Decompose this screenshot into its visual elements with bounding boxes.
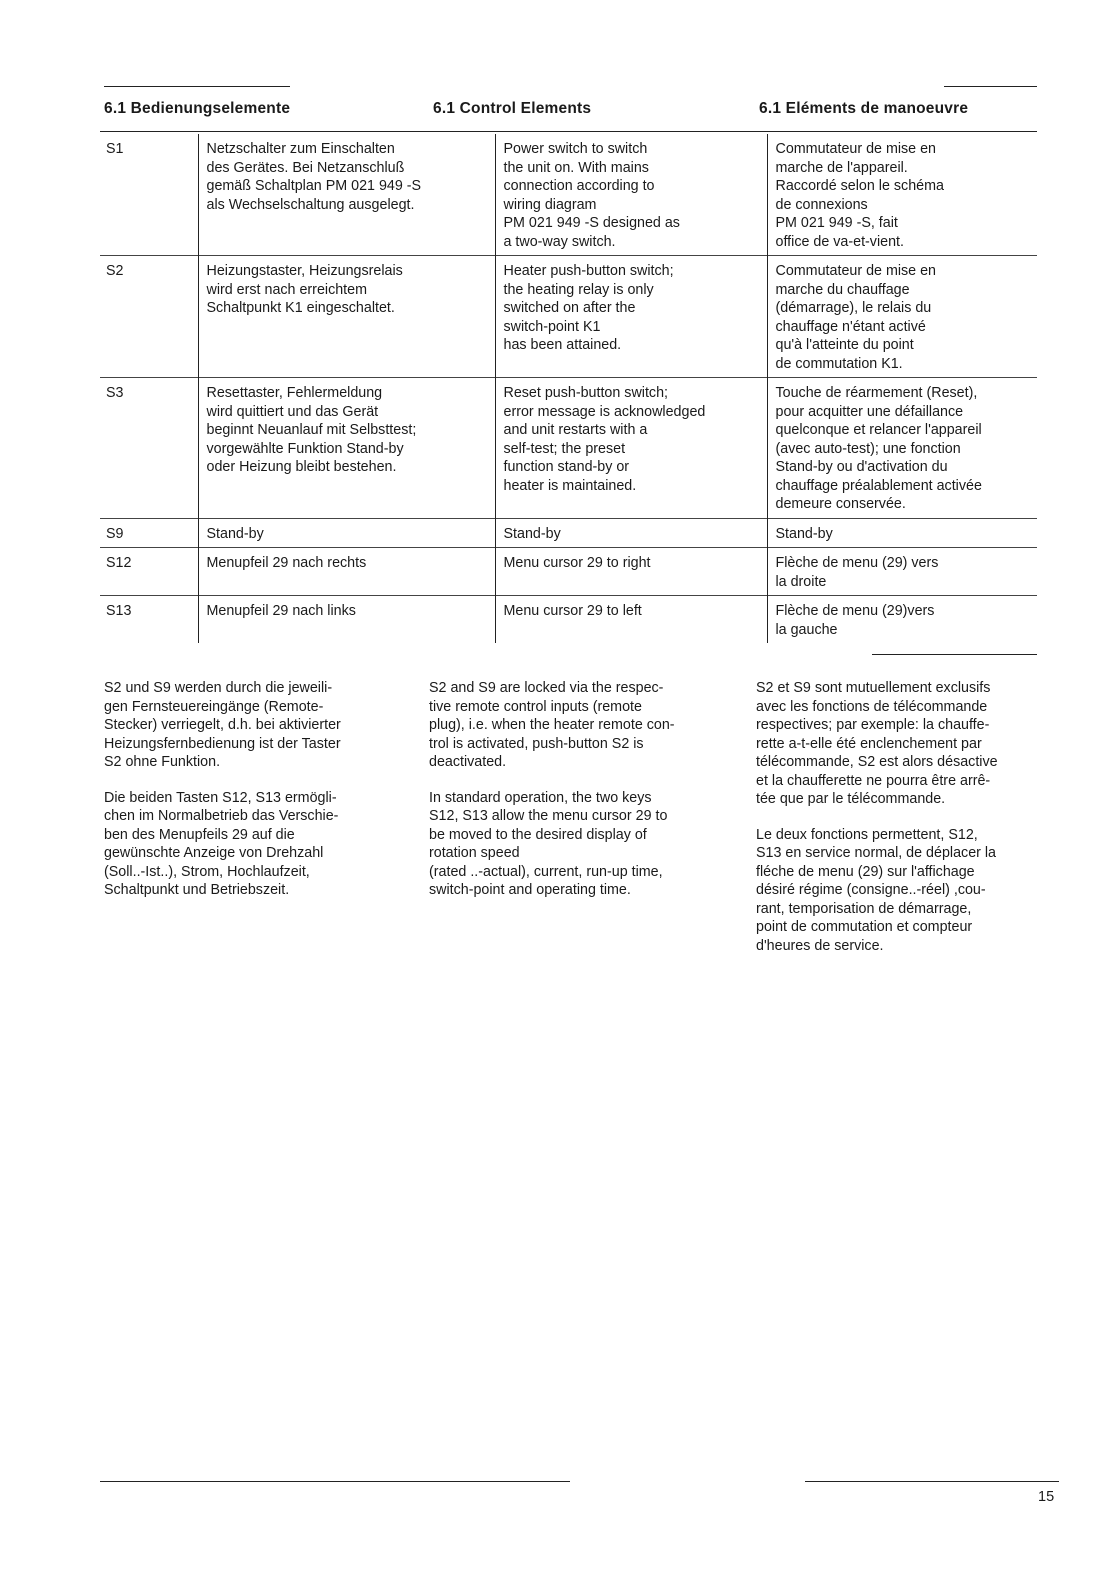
- description-line: switch-point K1: [503, 318, 601, 335]
- note-line: ben des Menupfeils 29 auf die: [104, 826, 295, 843]
- note-paragraph: [756, 826, 1056, 956]
- note-line: (rated ..-actual), current, run-up time,: [429, 863, 663, 880]
- note-line: et la chaufferette ne pourra être arrê-: [756, 772, 991, 789]
- heading-rule: [100, 131, 1037, 132]
- description-en: [495, 596, 767, 644]
- note-line: S2 and S9 are locked via the respec-: [429, 680, 664, 696]
- description-de: [198, 596, 495, 644]
- note-paragraph: [104, 679, 414, 772]
- description-en: [495, 518, 767, 548]
- description-fr: [767, 378, 1037, 519]
- description-en: [495, 256, 767, 378]
- note-paragraph: [429, 789, 749, 900]
- note-line: S2 et S9 sont mutuellement exclusifs: [756, 680, 991, 696]
- description-line: PM 021 949 -S, fait: [775, 215, 898, 231]
- description-line: switched on after the: [503, 300, 636, 316]
- note-line: Schaltpunkt und Betriebszeit.: [104, 882, 290, 898]
- description-line: Netzschalter zum Einschalten: [206, 141, 395, 157]
- table-row: [100, 548, 1037, 596]
- control-id: S12: [100, 548, 198, 596]
- description-line: the unit on. With mains: [503, 159, 649, 176]
- description-de: [198, 548, 495, 596]
- description-line: Stand-by: [206, 525, 264, 542]
- description-line: Stand-by: [503, 525, 561, 542]
- description-line: function stand-by or: [503, 459, 630, 475]
- description-line: Stand-by: [775, 525, 833, 542]
- description-line: de commutation K1.: [775, 355, 903, 372]
- description-en: [495, 548, 767, 596]
- section-headings: [104, 100, 1040, 122]
- note-line: gewünschte Anzeige von Drehzahl: [104, 845, 324, 861]
- description-line: Raccordé selon le schéma: [775, 178, 944, 194]
- footer-rule-left: [100, 1481, 570, 1482]
- note-line: télécommande, S2 est alors désactive: [756, 754, 998, 770]
- note-paragraph: [104, 789, 414, 900]
- description-line: quelconque et relancer l'appareil: [775, 422, 982, 438]
- description-line: (démarrage), le relais du: [775, 300, 932, 316]
- table-row: [100, 134, 1037, 256]
- description-line: Schaltpunkt K1 eingeschaltet.: [206, 300, 395, 316]
- description-line: error message is acknowledged: [503, 403, 706, 420]
- note-line: Die beiden Tasten S12, S13 ermögli-: [104, 789, 337, 806]
- description-line: vorgewählte Funktion Stand-by: [206, 440, 404, 457]
- description-de: [198, 134, 495, 256]
- notes-en: [429, 679, 749, 917]
- description-line: de connexions: [775, 196, 868, 213]
- description-line: Heizungstaster, Heizungsrelais: [206, 263, 403, 279]
- description-line: Reset push-button switch;: [503, 385, 668, 401]
- description-fr: [767, 596, 1037, 644]
- control-id: S3: [100, 378, 198, 519]
- note-line: rotation speed: [429, 845, 520, 861]
- description-line: chauffage n'étant activé: [775, 318, 926, 335]
- note-line: d'heures de service.: [756, 937, 884, 954]
- note-line: rette a-t-elle été enclenchement par: [756, 735, 982, 752]
- description-line: marche du chauffage: [775, 281, 910, 298]
- note-line: switch-point and operating time.: [429, 882, 631, 898]
- description-line: Resettaster, Fehlermeldung: [206, 385, 383, 401]
- control-elements-table: [100, 134, 1037, 643]
- note-line: point de commutation et compteur: [756, 919, 973, 935]
- heading-de: 6.1 Bedienungselemente: [104, 100, 291, 117]
- description-line: chauffage préalablement activée: [775, 477, 982, 494]
- note-line: plug), i.e. when the heater remote con-: [429, 717, 675, 733]
- description-line: marche de l'appareil.: [775, 159, 908, 176]
- description-line: self-test; the preset: [503, 440, 626, 457]
- description-line: la gauche: [775, 621, 838, 638]
- description-fr: [767, 518, 1037, 548]
- note-line: trol is activated, push-button S2 is: [429, 735, 644, 752]
- description-line: heater is maintained.: [503, 477, 637, 494]
- description-en: [495, 134, 767, 256]
- description-line: Commutateur de mise en: [775, 141, 937, 157]
- note-line: tive remote control inputs (remote: [429, 698, 642, 715]
- description-line: Menupfeil 29 nach rechts: [206, 555, 367, 571]
- description-line: qu'à l'atteinte du point: [775, 337, 914, 353]
- description-fr: [767, 134, 1037, 256]
- description-line: a two-way switch.: [503, 233, 616, 250]
- page-number: 15: [1038, 1489, 1055, 1505]
- top-rule-right: [944, 86, 1037, 87]
- description-line: and unit restarts with a: [503, 422, 648, 438]
- table-row: [100, 256, 1037, 378]
- description-de: [198, 518, 495, 548]
- note-paragraph: [429, 679, 749, 772]
- description-line: the heating relay is only: [503, 281, 654, 298]
- description-line: wiring diagram: [503, 196, 597, 213]
- top-rule-left: [104, 86, 290, 87]
- description-line: pour acquitter une défaillance: [775, 403, 964, 420]
- control-id: S1: [106, 141, 124, 157]
- description-line: Stand-by ou d'activation du: [775, 459, 948, 475]
- note-line: S2 und S9 werden durch die jeweili-: [104, 680, 333, 696]
- description-line: Menu cursor 29 to right: [503, 555, 651, 571]
- description-line: als Wechselschaltung ausgelegt.: [206, 196, 415, 213]
- description-line: beginnt Neuanlauf mit Selbsttest;: [206, 422, 417, 438]
- table-row: [100, 518, 1037, 548]
- notes-de: [104, 679, 414, 917]
- note-line: S12, S13 allow the menu cursor 29 to: [429, 808, 668, 824]
- description-line: gemäß Schaltplan PM 021 949 -S: [206, 178, 422, 194]
- note-paragraph: [756, 679, 1056, 809]
- heading-en: 6.1 Control Elements: [433, 100, 592, 117]
- note-line: gen Fernsteuereingänge (Remote-: [104, 698, 324, 715]
- note-line: deactivated.: [429, 754, 507, 770]
- note-line: be moved to the desired display of: [429, 826, 647, 843]
- note-line: chen im Normalbetrieb das Verschie-: [104, 808, 339, 824]
- table-row: [100, 596, 1037, 644]
- note-line: rant, temporisation de démarrage,: [756, 900, 972, 917]
- description-fr: [767, 548, 1037, 596]
- heading-fr: 6.1 Eléments de manoeuvre: [759, 100, 969, 117]
- note-line: avec les fonctions de télécommande: [756, 698, 988, 715]
- notes-fr: [756, 679, 1056, 972]
- control-id: S2: [100, 256, 198, 378]
- description-line: des Gerätes. Bei Netzanschluß: [206, 159, 405, 176]
- note-line: respectives; par exemple: la chauffe-: [756, 717, 990, 733]
- description-line: (avec auto-test); une fonction: [775, 440, 961, 457]
- note-line: désiré régime (consigne..-réel) ,cou-: [756, 882, 986, 898]
- description-line: Touche de réarmement (Reset),: [775, 385, 978, 401]
- note-line: S13 en service normal, de déplacer la: [756, 845, 997, 861]
- description-fr: [767, 256, 1037, 378]
- control-id: S13: [100, 596, 198, 644]
- description-line: wird erst nach erreichtem: [206, 281, 367, 298]
- description-line: demeure conservée.: [775, 496, 906, 512]
- note-line: tée que par le télécommande.: [756, 791, 946, 807]
- note-line: Stecker) verriegelt, d.h. bei aktivierter: [104, 717, 341, 733]
- footer-rule-right: [805, 1481, 1059, 1482]
- description-line: office de va-et-vient.: [775, 233, 904, 250]
- description-line: la droite: [775, 573, 827, 590]
- note-line: (Soll..-Ist..), Strom, Hochlaufzeit,: [104, 863, 310, 880]
- description-line: Menu cursor 29 to left: [503, 603, 642, 619]
- description-line: Flèche de menu (29) vers: [775, 555, 939, 571]
- description-line: Commutateur de mise en: [775, 263, 937, 279]
- control-id: S9: [100, 518, 198, 548]
- note-line: S2 ohne Funktion.: [104, 754, 221, 770]
- description-line: PM 021 949 -S designed as: [503, 215, 680, 231]
- description-line: connection according to: [503, 178, 655, 194]
- description-line: wird quittiert und das Gerät: [206, 403, 379, 420]
- note-line: In standard operation, the two keys: [429, 789, 652, 806]
- note-line: Le deux fonctions permettent, S12,: [756, 826, 978, 843]
- note-line: fléche de menu (29) sur l'affichage: [756, 863, 975, 880]
- description-line: Power switch to switch: [503, 141, 648, 157]
- description-line: Menupfeil 29 nach links: [206, 603, 356, 619]
- note-line: Heizungsfernbedienung ist der Taster: [104, 735, 341, 752]
- description-de: [198, 256, 495, 378]
- table-bottom-rule: [872, 654, 1037, 655]
- description-line: Flèche de menu (29)vers: [775, 603, 935, 619]
- description-line: has been attained.: [503, 337, 622, 353]
- description-en: [495, 378, 767, 519]
- description-line: oder Heizung bleibt bestehen.: [206, 459, 397, 475]
- description-line: Heater push-button switch;: [503, 263, 674, 279]
- description-de: [198, 378, 495, 519]
- table-row: [100, 378, 1037, 519]
